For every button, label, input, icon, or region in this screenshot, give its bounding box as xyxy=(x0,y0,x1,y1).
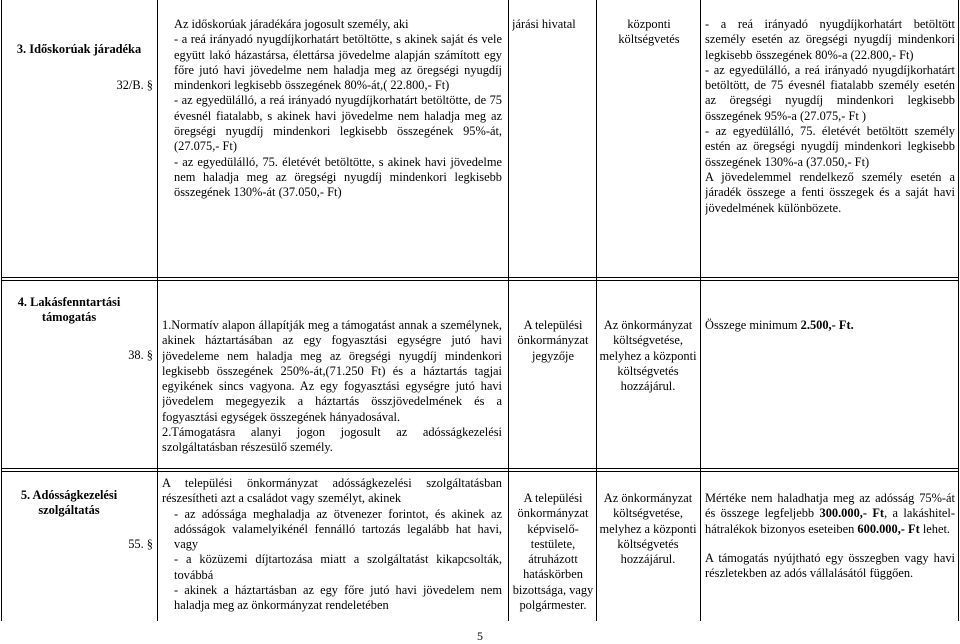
conditions-cell xyxy=(162,318,502,456)
legal-reference-cell xyxy=(4,348,153,363)
table-border-right xyxy=(958,0,959,621)
column-divider-1 xyxy=(157,0,158,621)
decision-authority-cell xyxy=(512,17,594,32)
conditions-paragraph: - az egyedülálló, a reá irányadó nyugdíjkorhatárt betöltötte, de 75 évesnél fiatalabb, s akinek havi jövedelme nem haladja meg az öregségi nyugdíj mindenkori legkisebb összegének 95%-át, (27.075,- Ft) xyxy=(174,93,502,154)
legal-reference: 32/B. § xyxy=(116,78,153,92)
conditions-cell xyxy=(162,476,502,621)
amount-paragraph: - az egyedülálló, a reá irányadó nyugdíjkorhatárt betöltött, de 75 évesnél fiatalabb személy esetén az öregségi nyugdíj mindenkori legkisebb összegének 95%-a (27.075,- Ft ) xyxy=(705,62,955,123)
row-title: 4. Lakásfenntartási támogatás xyxy=(17,295,121,325)
amount-text: lehet. xyxy=(919,521,950,536)
conditions-paragraph: 2.Támogatásra alanyi jogon jogosult az adósságkezelési szolgáltatásban részesülő személy. xyxy=(162,425,502,455)
amount-cell xyxy=(705,318,955,333)
legal-reference-cell xyxy=(4,537,153,552)
legal-reference: 38. § xyxy=(128,348,153,362)
row-title-cell xyxy=(4,488,134,519)
decision-authority: A települési önkormányzat jegyzője xyxy=(517,318,589,363)
amount-prefix: Összege minimum xyxy=(705,318,801,332)
decision-authority-cell xyxy=(512,318,594,364)
amount-text: , a lakáshitel-hátralékok bizonyos eseteiben xyxy=(705,506,955,536)
page-number: 5 xyxy=(477,629,483,643)
row-divider-1b xyxy=(1,280,959,281)
legal-reference-cell xyxy=(4,78,153,93)
funding-cell xyxy=(603,17,695,48)
amount-text xyxy=(705,318,955,333)
decision-authority: járási hivatal xyxy=(512,17,576,31)
funding-source: központi költségvetés xyxy=(618,17,680,47)
amount-text: Mértéke nem haladhatja meg az adósság 75%-át és összege legfeljebb xyxy=(705,491,955,521)
amount-paragraph xyxy=(705,491,955,537)
row-title-cell xyxy=(4,295,134,326)
funding-source: Az önkormányzat költségvetése, melyhez a központi költségvetés hozzájárul. xyxy=(599,491,697,567)
conditions-paragraph: - az adóssága meghaladja az ötvenezer forintot, és akinek az adósságok valamelyikénél fennálló tartozás legalább hat havi, vagy xyxy=(174,506,502,552)
row-title: 5. Adósságkezelési szolgáltatás xyxy=(20,488,118,518)
funding-cell xyxy=(599,318,697,394)
amount-value: 2.500,- Ft. xyxy=(800,318,854,332)
conditions-cell xyxy=(174,17,502,201)
row-divider-2b xyxy=(1,471,959,472)
amount-paragraph: A támogatás nyújtható egy összegben vagy havi részletekben az adós vállalásától függően. xyxy=(705,550,955,581)
conditions-paragraph: 1.Normatív alapon állapítják meg a támogatást annak a személynek, akinek háztartásában az egy fogyasztási egységre jutó havi jövedeleme nem haladja meg az öregségi nyugdíj mindenkori legkisebb összegének 250%-át,(71.250 Ft) és a háztartás tagjai egyikének sincs vagyona. Az egy fogyasztási egységre jutó havi jövedelem megegyezik a háztartás összjövedelmének és a fogyasztási egységek összegének hányadosával. xyxy=(162,318,502,424)
column-divider-4 xyxy=(700,0,701,621)
funding-cell xyxy=(599,491,697,567)
conditions-paragraph: - a közüzemi díjtartozása miatt a szolgáltatást kikapcsolták, továbbá xyxy=(174,552,502,582)
column-divider-2 xyxy=(508,0,509,621)
amount-cell xyxy=(705,491,955,581)
table-border-left xyxy=(1,0,2,621)
conditions-paragraph: A települési önkormányzat adósságkezelési szolgáltatásban részesítheti azt a családot vagy személyt, akinek xyxy=(162,476,502,506)
conditions-paragraph: - akinek a háztartásban az egy főre jutó havi jövedelem nem haladja meg az önkormányzat rendeletében xyxy=(174,583,502,613)
conditions-paragraph: - az egyedülálló, 75. életévét betöltötte, s akinek havi jövedelme nem haladja meg az öregségi nyugdíj mindenkori legkisebb összegének 130%-át (37.050,- Ft) xyxy=(174,154,502,200)
decision-authority-cell xyxy=(512,491,594,613)
row-divider-1 xyxy=(1,277,959,278)
funding-source: Az önkormányzat költségvetése, melyhez a központi költségvetés hozzájárul. xyxy=(599,318,697,394)
amount-extended-value: 600.000,- Ft xyxy=(857,521,920,536)
amount-paragraph: - a reá irányadó nyugdíjkorhatárt betöltött személy esetén az öregségi nyugdíj mindenkori legkisebb összegének 80%-a (22.800,- Ft) xyxy=(705,17,955,62)
row-title: 3. Időskorúak járadéka xyxy=(16,42,142,56)
column-divider-3 xyxy=(596,0,597,621)
amount-cell xyxy=(705,17,955,216)
conditions-paragraph: - a reá irányadó nyugdíjkorhatárt betöltötte, s akinek saját és vele együtt lakó házastársa, élettársa jövedelme alapján számított egy főre jutó havi jövedelme nem haladja meg az öregségi nyugdíj mindenkori legkisebb összegének 80%-át,( 22.800,- Ft) xyxy=(174,32,502,93)
decision-authority: A települési önkormányzat képviselő-testülete, átruházott hatáskörben bizottsága, vagy polgármester. xyxy=(512,491,594,613)
amount-paragraph: A jövedelemmel rendelkező személy esetén a járadék összege a fenti összegek és a saját havi jövedelmének különbözete. xyxy=(705,169,955,215)
row-title-cell xyxy=(4,42,154,57)
legal-reference: 55. § xyxy=(128,537,153,551)
conditions-paragraph: Az időskorúak járadékára jogosult személy, aki xyxy=(174,17,409,31)
amount-paragraph: - az egyedülálló, 75. életévét betöltött személy estén az öregségi nyugdíj mindenkori legkisebb összegének 130%-a (37.050,- Ft) xyxy=(705,124,955,169)
row-divider-2 xyxy=(1,468,959,469)
amount-max-value: 300.000,- Ft xyxy=(819,506,885,521)
